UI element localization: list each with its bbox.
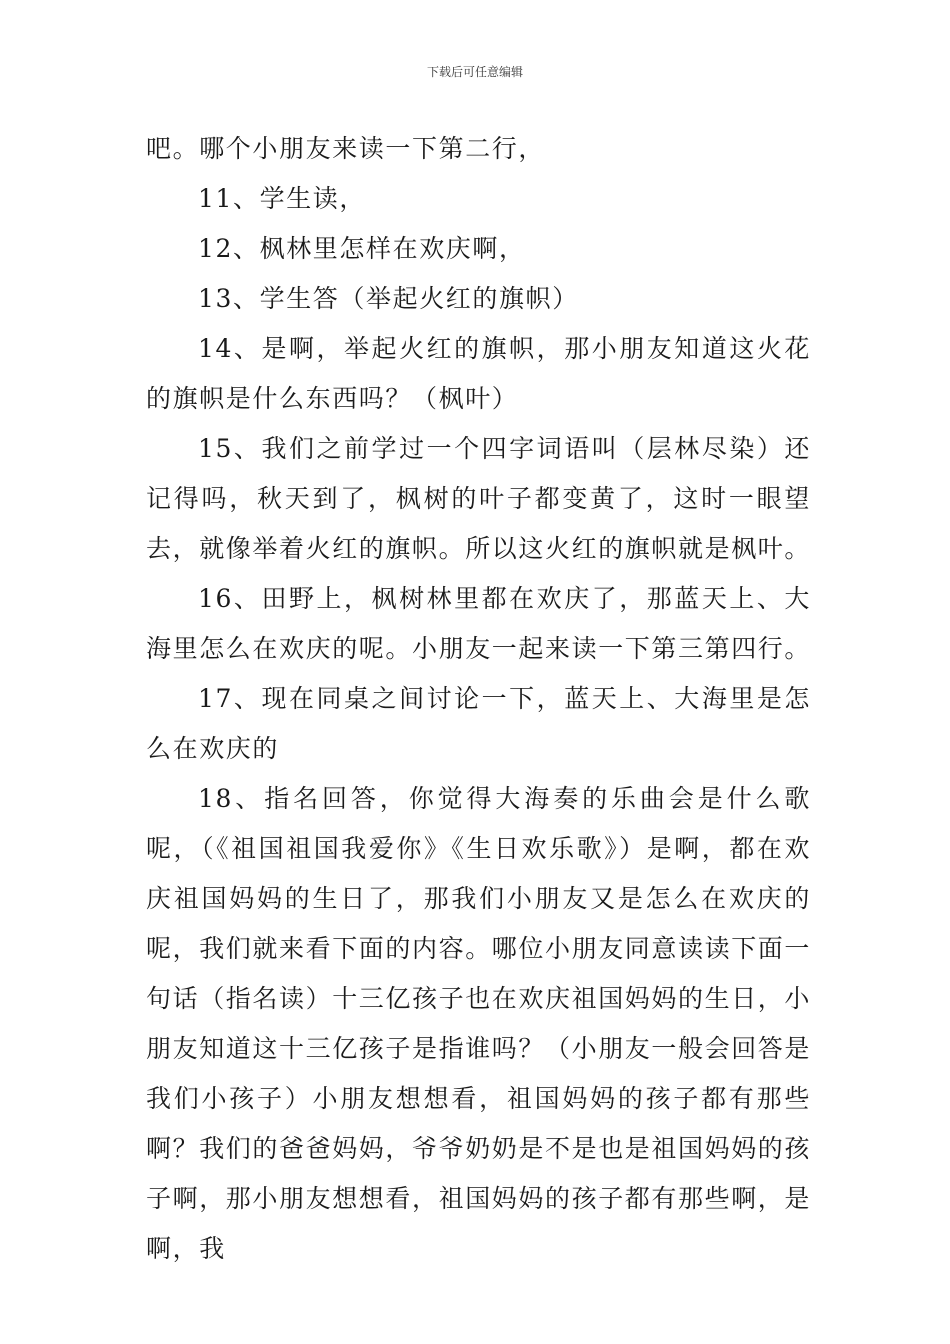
- document-body: [146, 124, 811, 1274]
- paragraph-item-11: 11、学生读，: [198, 184, 367, 213]
- page-header: 下载后可任意编辑: [426, 65, 523, 79]
- paragraph-item-18: 18、指名回答，你觉得大海奏的乐曲会是什么歌呢，（《祖国祖国我爱你》《生日欢乐歌》）是啊，都在欢庆祖国妈妈的生日了，那我们小朋友又是怎么在欢庆的呢，我们就来看下面的内容。哪位小朋友同意读读下面一句话（指名读）十三亿孩子也在欢庆祖国妈妈的生日，小朋友知道这十三亿孩子是指谁吗？（小朋友一般会回答是我们小孩子）小朋友想想看，祖国妈妈的孩子都有那些啊？我们的爸爸妈妈，爷爷奶奶是不是也是祖国妈妈的孩子啊，那小朋友想想看，祖国妈妈的孩子都有那些啊，是啊，我: [146, 784, 812, 1263]
- paragraph-item-12: 12、枫林里怎样在欢庆啊，: [198, 234, 526, 263]
- paragraph-item-16: 16、田野上，枫树林里都在欢庆了，那蓝天上、大海里怎么在欢庆的呢。小朋友一起来读一下第三第四行。: [146, 584, 812, 663]
- paragraph-item-15: 15、我们之前学过一个四字词语叫（层林尽染）还记得吗，秋天到了，枫树的叶子都变黄了，这时一眼望去，就像举着火红的旗帜。所以这火红的旗帜就是枫叶。: [146, 434, 812, 563]
- paragraph-item-13: 13、学生答（举起火红的旗帜）: [198, 284, 579, 313]
- paragraph-item-14: 14、是啊，举起火红的旗帜，那小朋友知道这火花的旗帜是什么东西吗？（枫叶）: [146, 334, 811, 413]
- paragraph-continuation: 吧。哪个小朋友来读一下第二行，: [146, 134, 546, 163]
- paragraph-item-17: 17、现在同桌之间讨论一下，蓝天上、大海里是怎么在欢庆的: [146, 684, 811, 763]
